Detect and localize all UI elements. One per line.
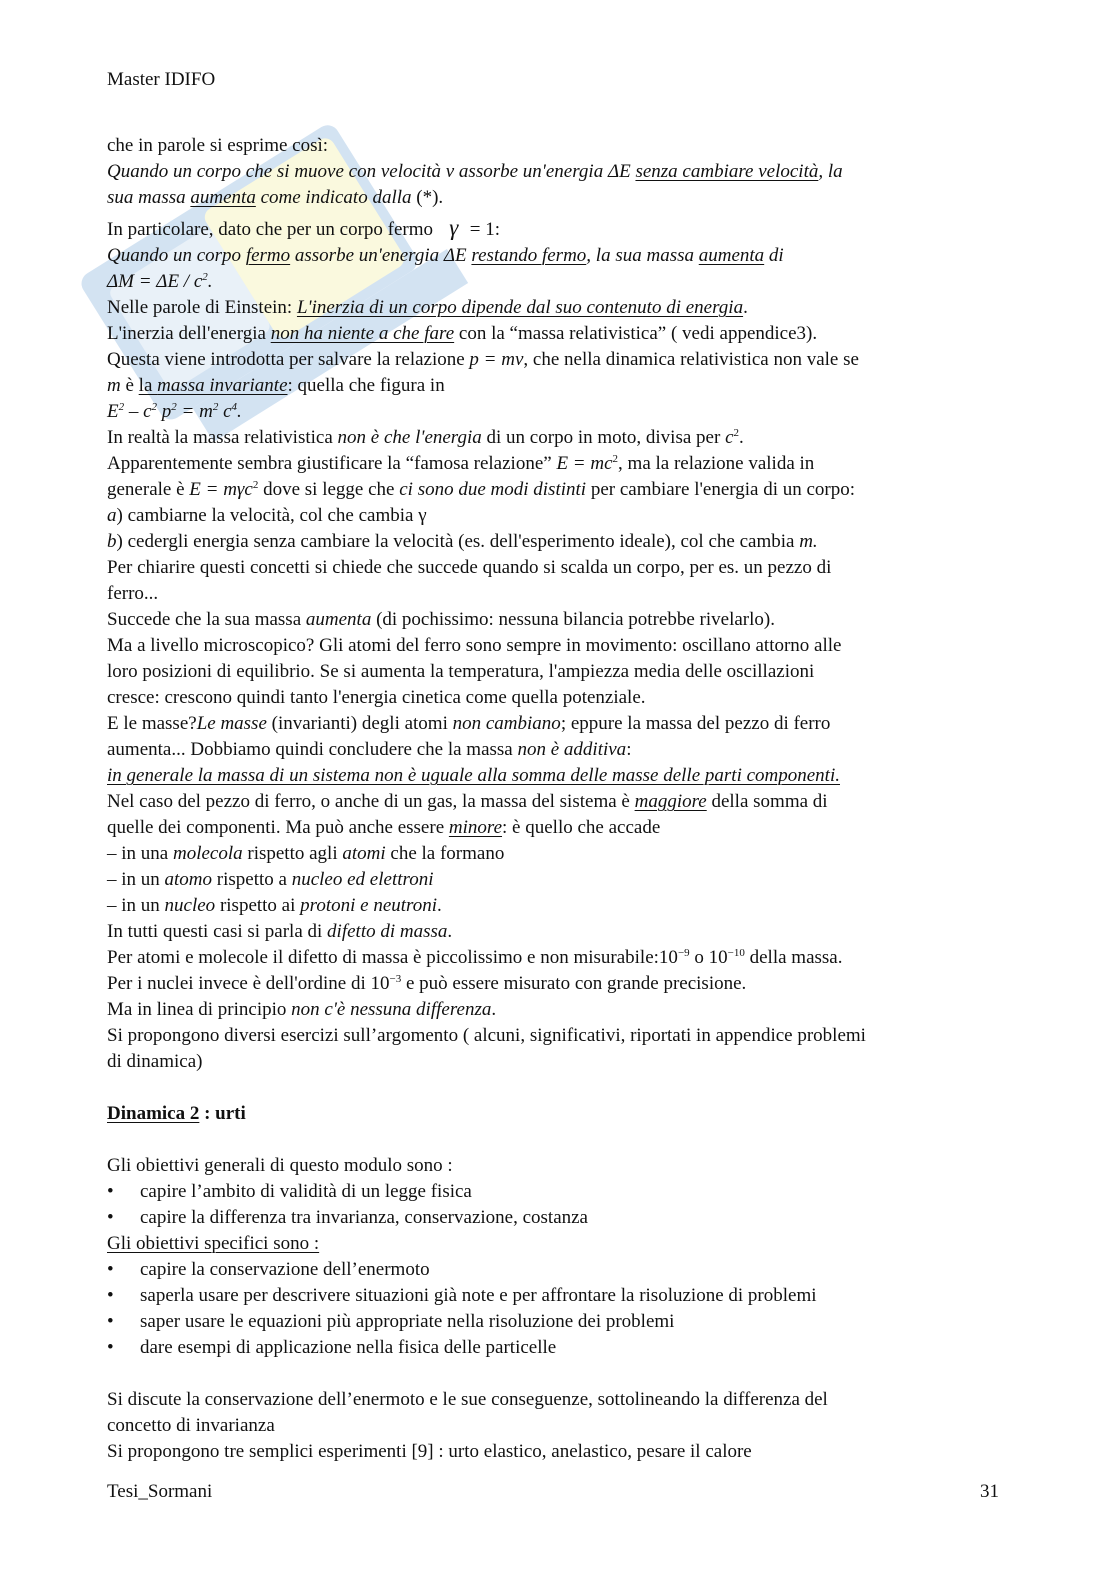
paragraph-line: Ma in linea di principio non c'è nessuna differenza. [107,999,497,1020]
paragraph-line: L'inerzia dell'energia non ha niente a che fare con la “massa relativistica” ( vedi appendice3). [107,323,818,344]
page-number: 31 [980,1481,999,1502]
paragraph-line: Per chiarire questi concetti si chiede che succede quando si scalda un corpo, per es. un pezzo di [107,557,832,578]
paragraph-line: Si propongono diversi esercizi sull’argomento ( alcuni, significativi, riportati in appendice problemi [107,1025,866,1046]
list-item: • saper usare le equazioni più appropriate nella risoluzione dei problemi [107,1309,1012,1335]
paragraph-line: Apparentemente sembra giustificare la “famosa relazione” $E = mc^2$, ma la relazione valida in [107,453,815,474]
paragraph-line: loro posizioni di equilibrio. Se si aumenta la temperatura, l'ampiezza media delle oscillazioni [107,661,815,682]
paragraph-line: – in una molecola rispetto agli atomi che la formano [107,843,505,864]
paragraph-line: Per i nuclei invece è dell'ordine di $10^{-3}$ e può essere misurato con grande precisione. [107,973,747,994]
bullet-icon: • [107,1207,114,1228]
paragraph-line: che in parole si esprime così: [107,135,329,156]
paragraph-line: Per atomi e molecole il difetto di massa è piccolissimo e non $misurabile:10^{-9}$ o $10^{-10}$ della massa. [107,947,843,968]
paragraph-line: Quando un corpo che si muove con velocità v assorbe un'energia ΔE senza cambiare velocità, la [107,161,843,182]
paragraph-line: In realtà la massa relativistica non è che l'energia di un corpo in moto, divisa per $c^2$. [107,427,744,448]
list-item: • capire la differenza tra invarianza, conservazione, costanza [107,1205,1012,1231]
bullet-icon: • [107,1285,114,1306]
paragraph-line: ferro... [107,583,159,604]
list-item: • dare esempi di applicazione nella fisica delle particelle [107,1335,1012,1361]
bullet-icon: • [107,1337,114,1358]
paragraph-line: concetto di invarianza [107,1415,275,1436]
paragraph-line: – in un nucleo rispetto ai protoni e neutroni. [107,895,442,916]
paragraph-line: quelle dei componenti. Ma può anche essere minore: è quello che accade [107,817,661,838]
bullet-icon: • [107,1311,114,1332]
paragraph-line: In particolare, dato che per un corpo fermo γ = 1: [107,215,501,240]
paragraph-line: $\Delta M = \Delta E / c^2$. [107,271,213,292]
bullet-icon: • [107,1181,114,1202]
paragraph-line: – in un atomo rispetto a nucleo ed elettroni [107,869,434,890]
paragraph-line: Ma a livello microscopico? Gli atomi del ferro sono sempre in movimento: oscillano attorno alle [107,635,842,656]
paragraph-line: Si discute la conservazione dell’enermoto e le sue conseguenze, sottolineando la differenza del [107,1389,828,1410]
list-item: • capire la conservazione dell’enermoto [107,1257,1012,1283]
paragraph-line: m è la massa invariante: quella che figura in [107,375,445,396]
paragraph-line: a) cambiarne la velocità, col che cambia γ [107,505,427,526]
paragraph-line: Nel caso del pezzo di ferro, o anche di un gas, la massa del sistema è maggiore della somma di [107,791,828,812]
page-header: Master IDIFO [107,69,216,90]
specific-objectives-heading: Gli obiettivi specifici sono : [107,1233,320,1254]
objectives-intro: Gli obiettivi generali di questo modulo sono : [107,1155,453,1176]
paragraph-line: In tutti questi casi si parla di difetto di massa. [107,921,453,942]
gamma-symbol: γ [449,215,459,240]
list-item: • capire l’ambito di validità di un legge fisica [107,1179,1012,1205]
paragraph-line: Succede che la sua massa aumenta (di pochissimo: nessuna bilancia potrebbe rivelarlo). [107,609,775,630]
paragraph-line: generale è E = mγc$^2$ dove si legge che ci sono due modi distinti per cambiare l'energia di un corpo: [107,479,856,500]
paragraph-line: in generale la massa di un sistema non è uguale alla somma delle masse delle parti componenti. [107,765,840,786]
paragraph-line: Questa viene introdotta per salvare la relazione p = mv, che nella dinamica relativistica non vale se [107,349,859,370]
paragraph-line: b) cedergli energia senza cambiare la velocità (es. dell'esperimento ideale), col che cambia m. [107,531,818,552]
list-item: • saperla usare per descrivere situazioni già note e per affrontare la risoluzione di problemi [107,1283,1012,1309]
paragraph-line: di dinamica) [107,1051,203,1072]
paragraph-line: Si propongono tre semplici esperimenti [9] : urto elastico, anelastico, pesare il calore [107,1441,752,1462]
paragraph-line: $E^2 - c^2$ $p^2 = m^2$ $c^4$. [107,401,242,422]
paragraph-line: E le masse?Le masse (invarianti) degli atomi non cambiano; eppure la massa del pezzo di ferro [107,713,831,734]
section-title: Dinamica 2 : urti [107,1103,246,1124]
paragraph-line: sua massa aumenta come indicato dalla (*). [107,187,444,208]
bullet-icon: • [107,1259,114,1280]
document-body [107,133,1012,1465]
page-footer: Tesi_Sormani [107,1481,213,1502]
paragraph-line: Nelle parole di Einstein: L'inerzia di un corpo dipende dal suo contenuto di energia. [107,297,748,318]
paragraph-line: Quando un corpo fermo assorbe un'energia ΔE restando fermo, la sua massa aumenta di [107,245,784,266]
paragraph-line: aumenta... Dobbiamo quindi concludere che la massa non è additiva: [107,739,632,760]
paragraph-line: cresce: crescono quindi tanto l'energia cinetica come quella potenziale. [107,687,646,708]
